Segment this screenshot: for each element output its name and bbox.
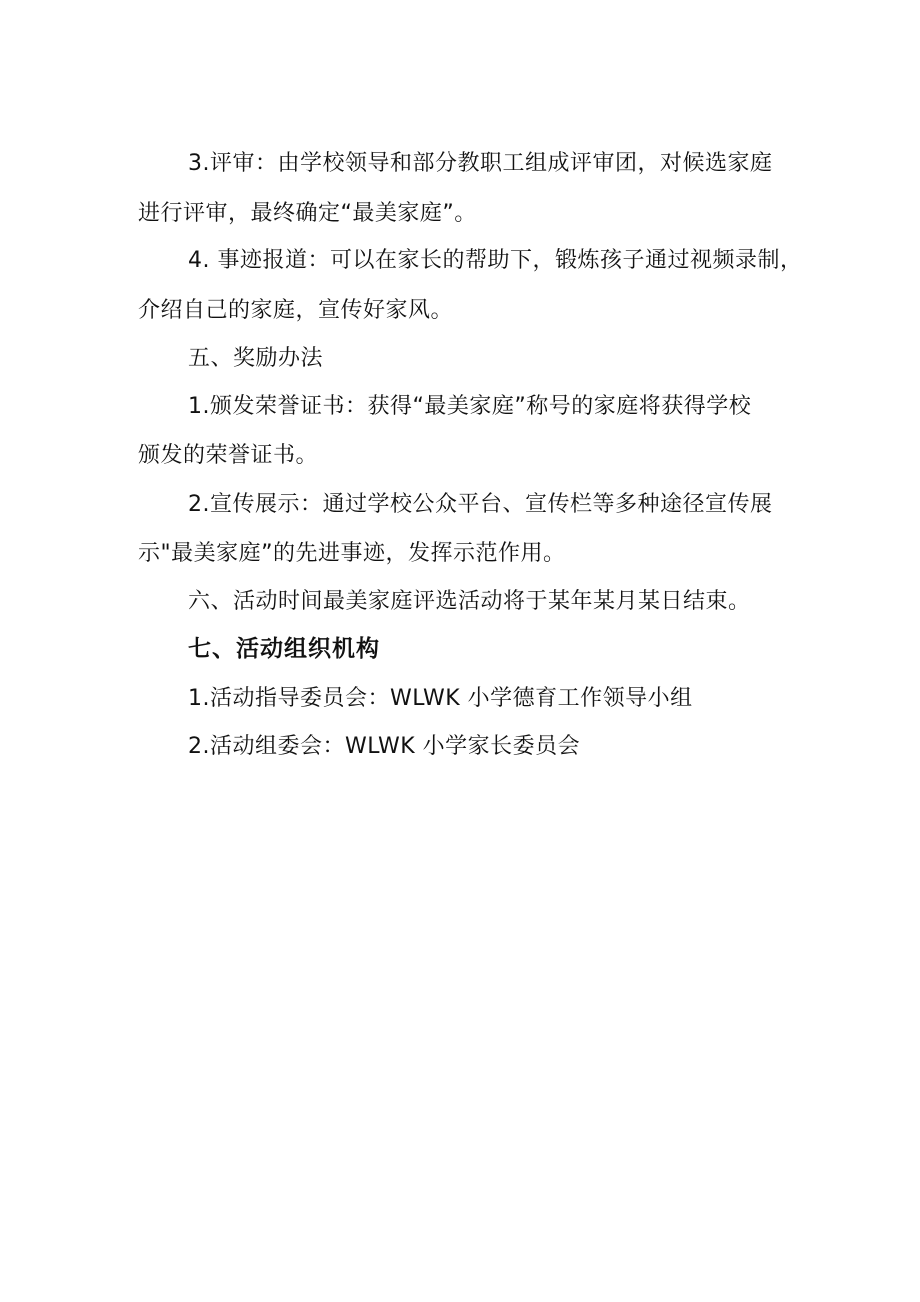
report-paragraph-line2: 介绍自己的家庭，宣传好家风。 [138, 298, 454, 323]
organizing-committee-line: 2.活动组委会：WLWK 小学家长委员会 [188, 734, 581, 759]
section-5-title: 五、奖励办法 [188, 346, 324, 371]
award-paragraph-line1: 1.颁发荣誉证书：获得“最美家庭”称号的家庭将获得学校 [188, 394, 752, 419]
report-paragraph-line1: 4. 事迹报道：可以在家长的帮助下，锻炼孩子通过视频录制， [188, 248, 803, 273]
review-paragraph-line1: 3.评审：由学校领导和部分教职工组成评审团，对候选家庭 [188, 151, 773, 176]
section-7-title: 七、活动组织机构 [188, 636, 380, 662]
guidance-committee-line: 1.活动指导委员会：WLWK 小学德育工作领导小组 [188, 686, 693, 711]
promo-paragraph-line2: 示"最美家庭”的先进事迹，发挥示范作用。 [138, 541, 566, 566]
promo-paragraph-line1: 2.宣传展示：通过学校公众平台、宣传栏等多种途径宣传展 [188, 492, 773, 517]
review-paragraph-line2: 进行评审，最终确定“最美家庭”。 [138, 201, 477, 226]
award-paragraph-line2: 颁发的荣誉证书。 [138, 443, 319, 468]
section-6-text: 六、活动时间最美家庭评选活动将于某年某月某日结束。 [188, 589, 751, 614]
